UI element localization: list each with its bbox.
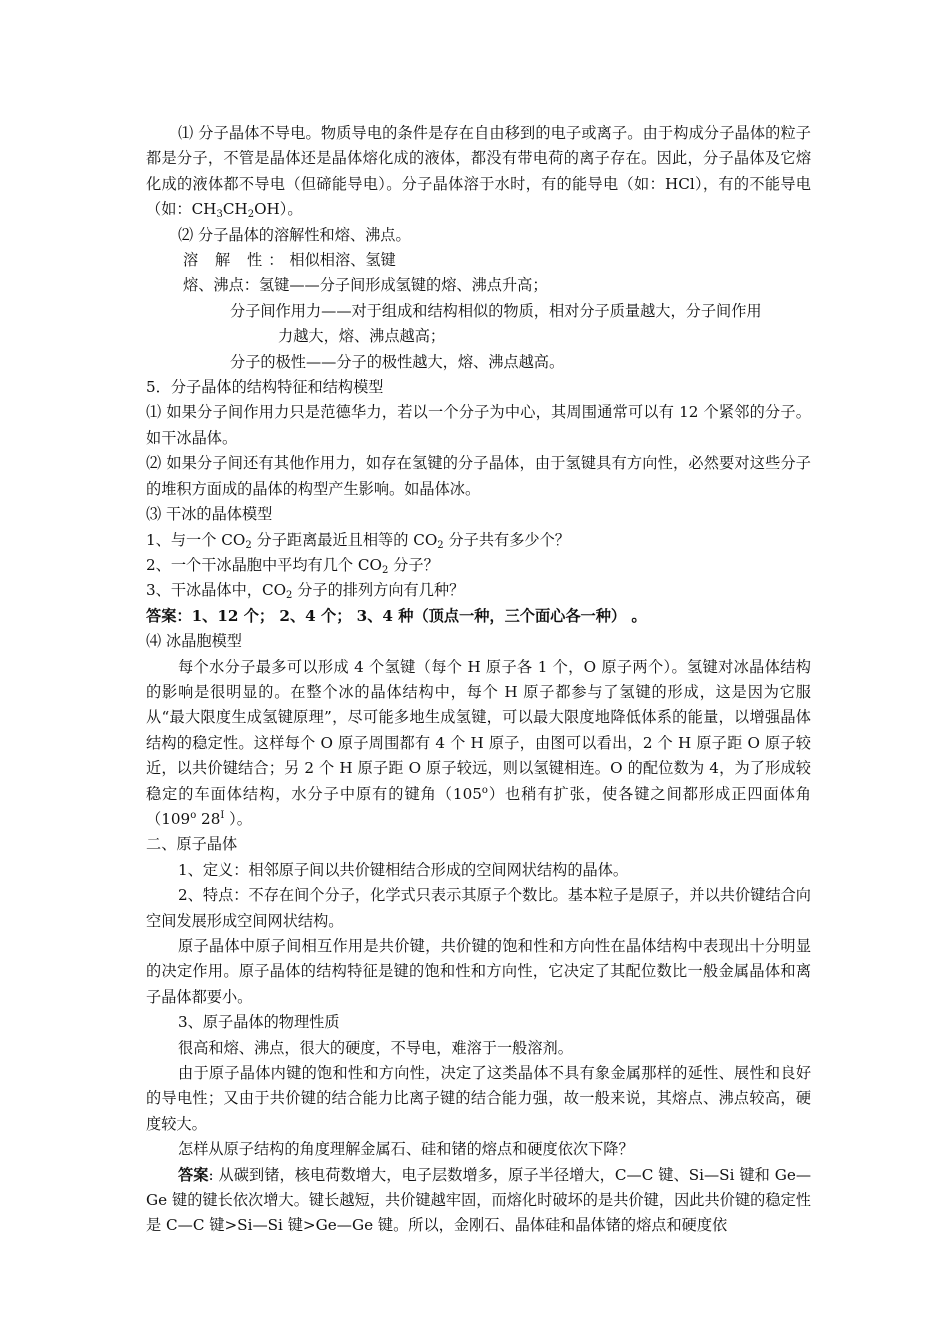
paragraph-melting-point: 熔、沸点：氢键——分子间形成氢键的熔、沸点升高； <box>183 276 548 295</box>
paragraph-intermolecular-force-cont: 力越大，熔、沸点越高； <box>278 327 446 346</box>
paragraph-solubility: 溶 解 性：相似相溶、氢键 <box>183 251 396 270</box>
paragraph-answer: 答案: 从碳到锗，核电荷数增大，电子层数增多，原子半径增大，C—C 键、Si—Si 键和 Ge—Ge 键的键长依次增大。键长越短，共价键越牢固，而熔化时破坏的是共价键，因此共价键的稳定性是 C—C 键>Si—Si 键>Ge—Ge 键。所以，金刚石、晶体硅和晶体锗的熔点和硬度依 <box>146 1165 812 1235</box>
paragraph-intermolecular-force: 分子间作用力——对于组成和结构相似的物质，相对分子质量越大，分子间作用 <box>230 301 762 320</box>
answer-dry-ice: 答案：1、12 个； 2、4 个； 3、4 种（顶点一种，三个面心各一种） 。 <box>146 606 647 625</box>
document-page <box>146 121 811 1239</box>
paragraph-hydrogen-bond: ⑵ 如果分子间还有其他作用力，如存在氢键的分子晶体，由于氢键具有方向性，必然要对这些分子的堆积方面成的晶体的构型产生影响。如晶体冰。 <box>146 454 811 498</box>
section-heading-atomic-crystal: 二、原子晶体 <box>146 835 238 854</box>
paragraph-physical-properties-heading: 3、原子晶体的物理性质 <box>178 1013 340 1032</box>
paragraph-solubility-heading: ⑵ 分子晶体的溶解性和熔、沸点。 <box>178 225 411 244</box>
paragraph-question: 怎样从原子结构的角度理解金属石、硅和锗的熔点和硬度依次下降？ <box>178 1140 634 1159</box>
paragraph-covalent-bond: 原子晶体中原子间相互作用是共价键，共价键的饱和性和方向性在晶体结构中表现出十分明显的决定作用。原子晶体的结构特征是键的饱和性和方向性，它决定了其配位数比一般金属晶体和离子晶体都要小。 <box>146 937 811 1006</box>
paragraph-dry-ice-model: ⑶ 干冰的晶体模型 <box>146 505 273 524</box>
paragraph-saturation: 由于原子晶体内键的饱和性和方向性，决定了这类晶体不具有象金属那样的延性、展性和良好的导电性；又由于共价键的结合能力比离子键的结合能力强，故一般来说，其熔点、沸点较高，硬度较大。 <box>146 1064 811 1133</box>
paragraph-ice-structure: 每个水分子最多可以形成 4 个氢键（每个 H 原子各 1 个，O 原子两个）。氢键对冰晶体结构的影响是很明显的。在整个冰的晶体结构中，每个 H 原子都参与了氢键的形成，这是因为它服从“最大限度生成氢键原理”，尽可能多地生成氢键，可以最大限度地降低体系的能量，以增强晶体结构的稳定性。这样每个 O 原子周围都有 4 个 H 原子，由图可以看出，2 个 H 原子距 O 原子较近，以共价键结合；另 2 个 H 原子距 O 原子较远，则以氢键相连。O 的配位数为 4，为了形成较稳定的车面体结构，水分子中原有的键角（105$^o$）也稍有扩张，使各键之间都形成正四面体角（109$^o$ $28^I$ ）。 <box>146 657 811 828</box>
paragraph-ice-model-heading: ⑷ 冰晶胞模型 <box>146 632 242 651</box>
paragraph-conductivity: ⑴ 分子晶体不导电。物质导电的条件是存在自由移到的电子或离子。由于构成分子晶体的粒子都是分子，不管是晶体还是晶体熔化成的液体，都没有带电荷的离子存在。因此，分子晶体及它熔化成的液体都不导电（但碲能导电）。分子晶体溶于水时，有的能导电（如：HCl），有的不能导电（如：$CH_3CH_2OH$）。 <box>146 124 811 221</box>
paragraph-vdw: ⑴ 如果分子间作用力只是范德华力，若以一个分子为中心，其周围通常可以有 12 个紧邻的分子。如干冰晶体。 <box>146 403 811 447</box>
question-3: 3、干冰晶体中，$CO_2$ 分子的排列方向有几种？ <box>146 581 465 602</box>
paragraph-definition: 1、定义：相邻原子间以共价键相结合形成的空间网状结构的晶体。 <box>178 860 629 879</box>
question-2: 2、一个干冰晶胞中平均有几个 $CO_2$ 分子？ <box>146 555 439 576</box>
paragraph-features: 2、特点：不存在间个分子，化学式只表示其原子个数比。基本粒子是原子，并以共价键结合向空间发展形成空间网状结构。 <box>146 886 811 930</box>
question-1: 1、与一个 $CO_2$ 分子距离最近且相等的 $CO_2$ 分子共有多少个？ <box>146 530 570 551</box>
paragraph-physical-properties: 很高和熔、沸点，很大的硬度，不导电，难溶于一般溶剂。 <box>178 1038 573 1057</box>
section-heading-5: 5．分子晶体的结构特征和结构模型 <box>146 378 384 397</box>
paragraph-polarity: 分子的极性——分子的极性越大，熔、沸点越高。 <box>230 352 565 371</box>
